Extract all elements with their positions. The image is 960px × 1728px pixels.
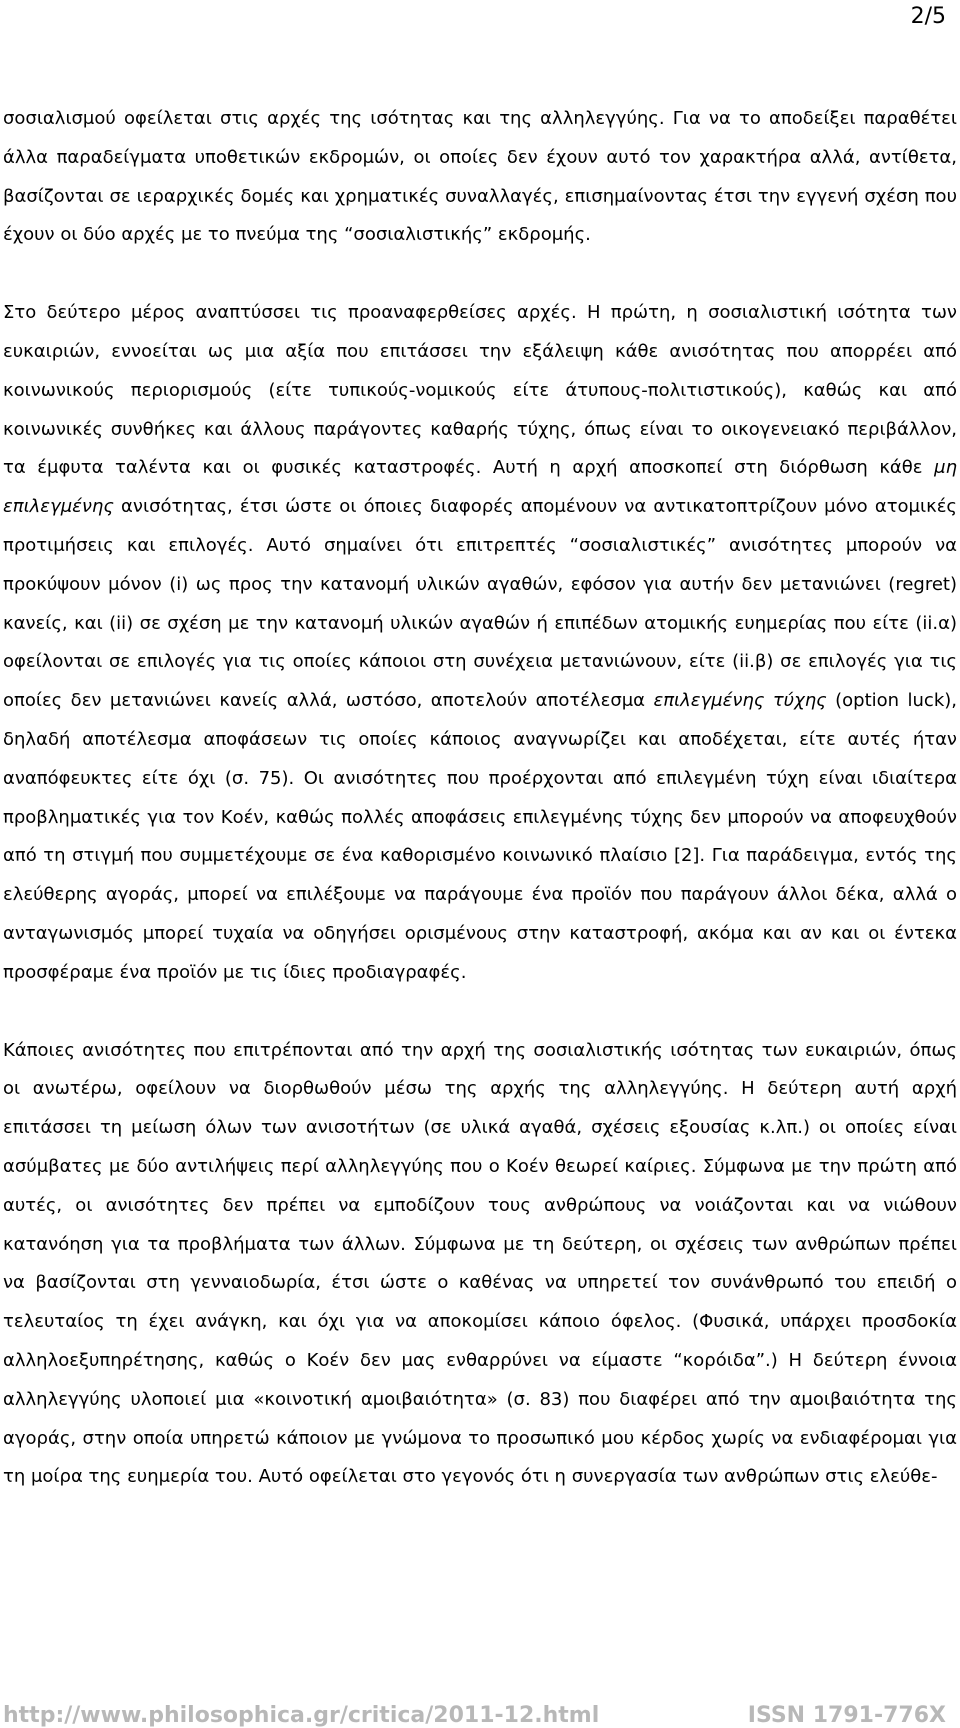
- text-run: (option luck), δηλαδή αποτέλεσμα αποφάσεων τις οποίες κάποιος αναγνωρίζει και αποδέχεται, είτε αυτές ήταν αναπόφευκτες είτε όχι (σ. 75). Οι ανισότητες που προέρχονται από επιλεγμένη τύχη είναι ιδιαίτερα προβληματικές για τον Κοέν, καθώς πολλές αποφάσεις επιλεγμένης τύχης δεν μπορούν να αποφευχθούν από τη στιγμή που συμμετέχουμε σε ένα καθορισμένο κοινωνικό πλαίσιο [2]. Για παράδειγμα, εντός της ελεύθερης αγοράς, μπορεί να επιλέξουμε να παράγουμε ένα προϊόν που παράγουν άλλοι δέκα, αλλά ο ανταγωνισμός μπορεί τυχαία να οδηγήσει ορισμένους στην καταστροφή, ακόμα και αν και οι έντεκα προσφέραμε ένα προϊόν με τις ίδιες προδιαγραφές.: [3, 690, 957, 983]
- footer-url: http://www.philosophica.gr/critica/2011-12.html: [3, 1703, 600, 1728]
- text-run: σοσιαλισμού οφείλεται στις αρχές της ισότητας και της αλληλεγγύης. Για να το αποδείξει παραθέτει άλλα παραδείγματα υποθετικών εκδρομών, οι οποίες δεν έχουν αυτό τον χαρακτήρα αλλά, αντίθετα, βασίζονται σε ιεραρχικές δομές και χρηματικές συναλλαγές, επισημαίνοντας έτσι την εγγενή σχέση που έχουν οι δύο αρχές με το πνεύμα της “σοσιαλιστικής” εκδρομής.: [3, 108, 957, 246]
- text-run: Κάποιες ανισότητες που επιτρέπονται από την αρχή της σοσιαλιστικής ισότητας των ευκαιριών, όπως οι ανωτέρω, οφείλουν να διορθωθούν μέσω της αρχής της αλληλεγγύης. Η δεύτερη αυτή αρχή επιτάσσει τη μείωση όλων των ανισοτήτων (σε υλικά αγαθά, σχέσεις εξουσίας κ.λπ.) οι οποίες είναι ασύμβατες με δύο αντιλήψεις περί αλληλεγγύης που ο Κοέν θεωρεί καίριες. Σύμφωνα με την πρώτη από αυτές, οι ανισότητες δεν πρέπει να εμποδίζουν τους ανθρώπους να νοιάζονται και να νιώθουν κατανόηση για τα προβλήματα των άλλων. Σύμφωνα με τη δεύτερη, οι σχέσεις των ανθρώπων πρέπει να βασίζονται στη γενναιοδωρία, έτσι ώστε ο καθένας να υπηρετεί τον συνάνθρωπό του επειδή ο τελευταίος τη έχει ανάγκη, και όχι για να αποκομίσει κάποιο όφελος. (Φυσικά, υπάρχει προσδοκία αλληλοεξυπηρέτησης, καθώς ο Κοέν δεν μας ενθαρρύνει να είμαστε “κορόιδα”.) Η δεύτερη έννοια αλληλεγγύης υλοποιεί μια «κοινοτική αμοιβαιότητα» (σ. 83) που διαφέρει από την αμοιβαιότητα της αγοράς, στην οποία υπηρετώ κάποιον με γνώμονα το προσωπικό μου κέρδος χωρίς να ενδιαφέρομαι για τη μοίρα της ευημερία του. Αυτό οφείλεται στο γεγονός ότι η συνεργασία των ανθρώπων στις ελεύθε-: [3, 1039, 957, 1488]
- italic-phrase: μη επιλεγμένης: [3, 457, 957, 518]
- page-number: 2/5: [910, 4, 946, 29]
- italic-phrase: επιλεγμένης τύχης: [653, 690, 827, 712]
- paragraph-2: [3, 294, 957, 992]
- article-body: [3, 100, 957, 1497]
- paragraph-1: [3, 100, 957, 255]
- paragraph-3: [3, 1032, 957, 1498]
- text-run: ανισότητας, έτσι ώστε οι όποιες διαφορές απομένουν να αντικατοπτρίζουν μόνο ατομικές προτιμήσεις και επιλογές. Αυτό σημαίνει ότι επιτρεπτές “σοσιαλιστικές” ανισότητες μπορούν να προκύψουν μόνον (i) ως προς την κατανομή υλικών αγαθών, εφόσον για αυτήν δεν μετανιώνει (regret) κανείς, και (ii) σε σχέση με την κατανομή υλικών αγαθών ή επιπέδων ατομικής ευημερίας που είτε (ii.α) οφείλονται σε επιλογές για τις οποίες κάποιοι στη συνέχεια μετανιώνουν, είτε (ii.β) σε επιλογές για τις οποίες δεν μετανιώνει κανείς αλλά, ωστόσο, αποτελούν αποτέλεσμα: [3, 496, 957, 712]
- footer-issn: ISSN 1791-776X: [747, 1703, 946, 1728]
- page-footer: [3, 1698, 946, 1728]
- text-run: Στο δεύτερο μέρος αναπτύσσει τις προαναφερθείσες αρχές. Η πρώτη, η σοσιαλιστική ισότητα των ευκαιριών, εννοείται ως μια αξία που επιτάσσει την εξάλειψη κάθε ανισότητας που απορρέει από κοινωνικούς περιορισμούς (είτε τυπικούς-νομικούς είτε άτυπους-πολιτιστικούς), καθώς και από κοινωνικές συνθήκες και άλλους παράγοντες καθαρής τύχης, όπως είναι το οικογενειακό περιβάλλον, τα έμφυτα ταλέντα και οι φυσικές καταστροφές. Αυτή η αρχή αποσκοπεί στη διόρθωση κάθε: [3, 302, 957, 479]
